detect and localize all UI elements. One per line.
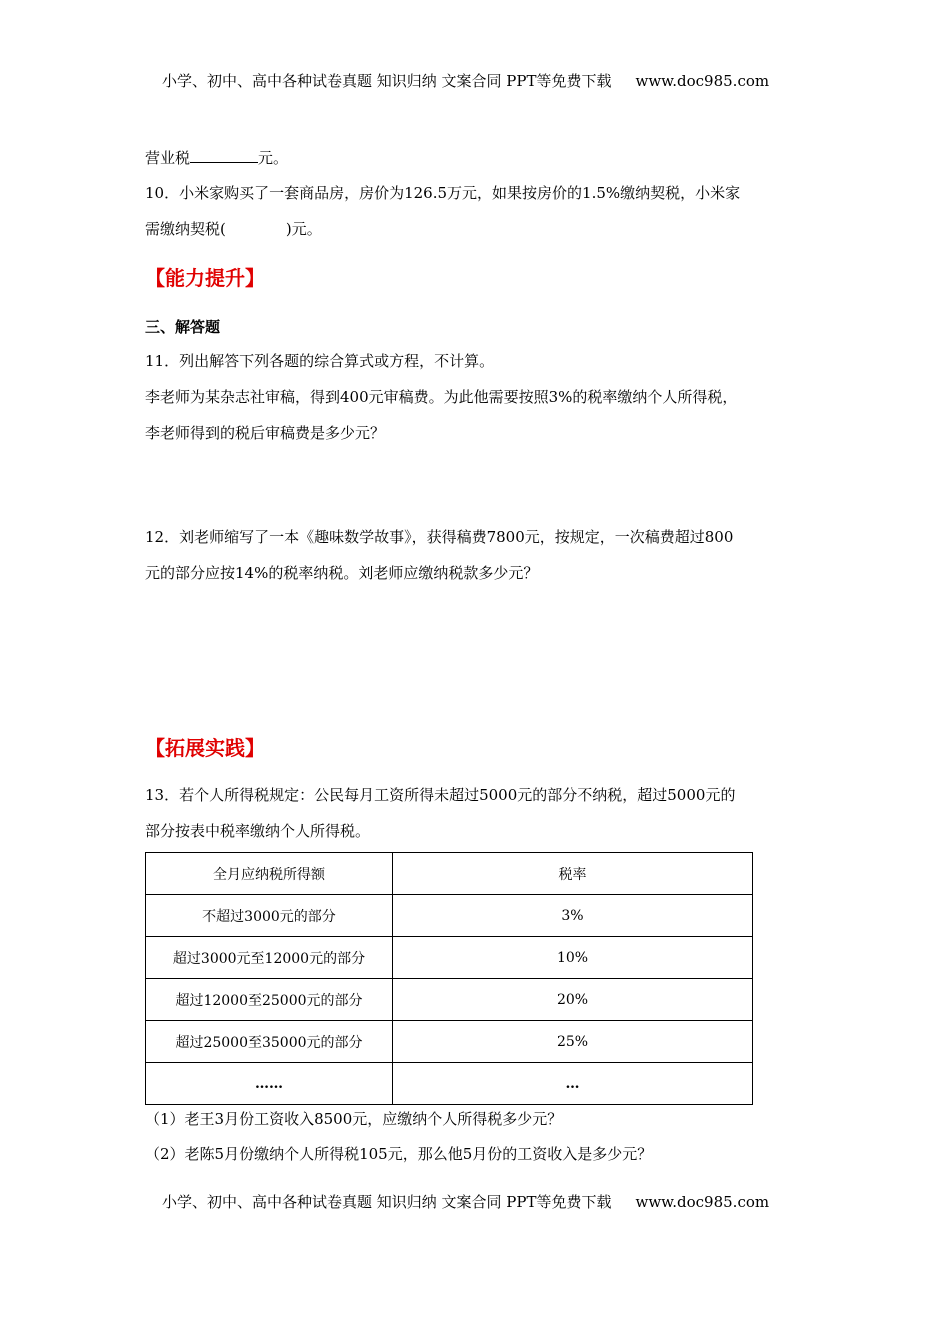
q13-line1: 13．若个人所得税规定：公民每月工资所得未超过5000元的部分不纳税，超过5000元的	[145, 786, 736, 804]
q9-answer-blank[interactable]	[190, 150, 258, 163]
table-header-row	[146, 853, 753, 895]
table-header-rate: 税率	[393, 853, 753, 895]
header-text: 小学、初中、高中各种试卷真题 知识归纳 文案合同 PPT等免费下载	[162, 72, 612, 90]
q13-sub2: （2）老陈5月份缴纳个人所得税105元，那么他5月份的工资收入是多少元？	[145, 1145, 653, 1163]
q9-prefix: 营业税	[145, 149, 191, 167]
table-cell-bracket: ……	[146, 1063, 393, 1105]
table-cell-bracket: 超过3000元至12000元的部分	[146, 937, 393, 979]
tax-rate-table	[145, 852, 753, 1105]
table-row	[146, 1063, 753, 1105]
section-ability-heading: 【能力提升】	[145, 266, 265, 290]
table-row	[146, 1021, 753, 1063]
q11-line2: 李老师为某杂志社审稿，得到400元审稿费。为此他需要按照3%的税率缴纳个人所得税，	[145, 388, 738, 406]
page-header	[162, 70, 769, 91]
q13-sub1: （1）老王3月份工资收入8500元，应缴纳个人所得税多少元？	[145, 1110, 563, 1128]
table-cell-rate: 3%	[393, 895, 753, 937]
table-row	[146, 937, 753, 979]
table-row	[146, 979, 753, 1021]
q13-line2: 部分按表中税率缴纳个人所得税。	[145, 822, 371, 840]
q10-suffix: )元。	[285, 220, 322, 238]
q11-line1: 11．列出解答下列各题的综合算式或方程，不计算。	[145, 352, 495, 370]
table-cell-bracket: 超过12000至25000元的部分	[146, 979, 393, 1021]
q10-prefix: 需缴纳契税(	[145, 220, 226, 238]
table-cell-bracket: 超过25000至35000元的部分	[146, 1021, 393, 1063]
footer-site-link[interactable]: www.doc985.com	[635, 1193, 770, 1211]
table-cell-rate: 25%	[393, 1021, 753, 1063]
q10-line2	[145, 218, 322, 239]
q9-tail	[145, 147, 288, 168]
header-site-link[interactable]: www.doc985.com	[635, 72, 770, 90]
table-header-income: 全月应纳税所得额	[146, 853, 393, 895]
table-cell-bracket: 不超过3000元的部分	[146, 895, 393, 937]
table-cell-rate: 20%	[393, 979, 753, 1021]
part3-heading: 三、解答题	[145, 318, 221, 336]
table-cell-rate: 10%	[393, 937, 753, 979]
page-footer	[162, 1191, 769, 1212]
footer-text: 小学、初中、高中各种试卷真题 知识归纳 文案合同 PPT等免费下载	[162, 1193, 612, 1211]
table-cell-rate: …	[393, 1063, 753, 1105]
section-extension-heading: 【拓展实践】	[145, 736, 265, 760]
q12-line1: 12．刘老师缩写了一本《趣味数学故事》，获得稿费7800元，按规定，一次稿费超过800	[145, 528, 734, 546]
table-row	[146, 895, 753, 937]
q11-line3: 李老师得到的税后审稿费是多少元？	[145, 424, 386, 442]
q10-line1: 10．小米家购买了一套商品房，房价为126.5万元，如果按房价的1.5%缴纳契税，小米家	[145, 184, 741, 202]
q12-line2: 元的部分应按14%的税率纳税。刘老师应缴纳税款多少元？	[145, 564, 539, 582]
q9-suffix: 元。	[258, 149, 289, 167]
